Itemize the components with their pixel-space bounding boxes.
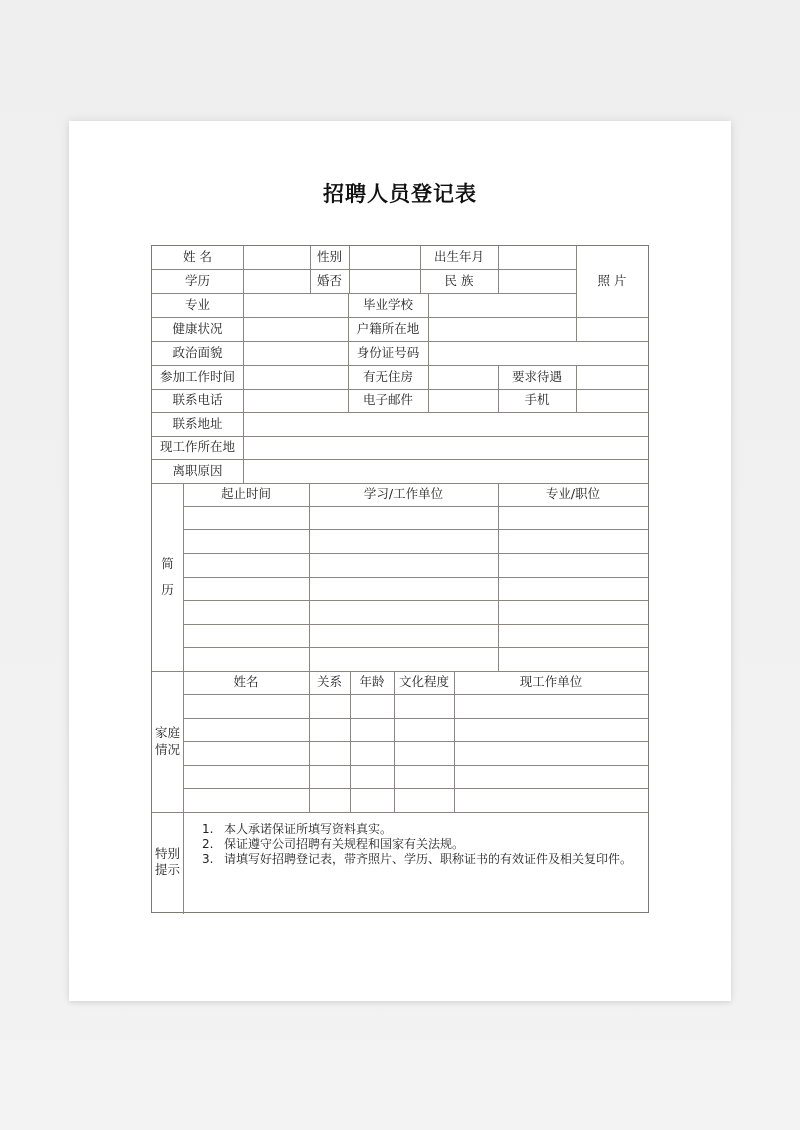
grid-line — [498, 483, 499, 671]
photo-label: 照 片 — [597, 273, 627, 289]
mobile-label: 手机 — [524, 392, 550, 408]
resume-header-period: 起止时间 — [220, 486, 271, 502]
hukou-label: 户籍所在地 — [356, 320, 420, 336]
note-text: 请填写好招聘登记表，带齐照片、学历、职称证书的有效证件及相关复印件。 — [224, 852, 633, 866]
note-text: 保证遵守公司招聘有关规程和国家有关法规。 — [224, 837, 465, 851]
ethnicity-label: 民 族 — [444, 272, 474, 288]
registration-form — [151, 245, 649, 913]
name-label: 姓 名 — [183, 249, 212, 265]
page-title: 招聘人员登记表 — [323, 181, 477, 206]
work-start-label: 参加工作时间 — [159, 368, 235, 384]
note-number: 2. — [202, 837, 214, 851]
major-label: 专业 — [184, 296, 210, 312]
phone-label: 联系电话 — [172, 392, 223, 408]
salary-req-label: 要求待遇 — [511, 368, 562, 384]
family-label-line: 家庭 — [154, 725, 180, 740]
resume-label-char: 历 — [161, 582, 174, 597]
note-number: 1. — [202, 822, 214, 836]
family-header-name: 姓名 — [233, 674, 259, 690]
notes-section-label — [152, 812, 183, 912]
address-label: 联系地址 — [172, 415, 223, 431]
grid-line — [349, 246, 350, 293]
housing-label: 有无住房 — [362, 368, 413, 384]
grid-line — [183, 694, 648, 695]
id-number-label: 身份证号码 — [356, 344, 420, 360]
note-item — [202, 852, 648, 867]
notes-label-line: 提示 — [154, 862, 180, 877]
notes-label-line: 特别 — [154, 845, 180, 861]
family-header-workplace: 现工作单位 — [519, 674, 583, 690]
school-label: 毕业学校 — [362, 296, 413, 312]
special-notes — [202, 822, 648, 867]
political-label: 政治面貌 — [172, 344, 223, 360]
current-work-label: 现工作所在地 — [159, 439, 235, 455]
email-label: 电子邮件 — [362, 392, 413, 408]
family-section-label — [152, 671, 183, 812]
grid-line — [498, 246, 499, 293]
grid-line — [183, 600, 648, 601]
grid-line — [576, 365, 577, 412]
grid-line — [152, 812, 648, 813]
grid-line — [183, 506, 648, 507]
grid-line — [183, 718, 648, 719]
family-header-education: 文化程度 — [398, 674, 449, 690]
family-header-age: 年龄 — [359, 674, 385, 690]
family-label-line: 情况 — [154, 741, 180, 757]
resume-header-position: 专业/职位 — [545, 486, 601, 502]
resume-section-label — [152, 483, 183, 671]
health-label: 健康状况 — [172, 320, 223, 336]
family-header-relation: 关系 — [316, 674, 342, 690]
grid-line — [183, 647, 648, 648]
grid-line — [183, 624, 648, 625]
marital-label: 婚否 — [316, 272, 342, 288]
grid-line — [183, 529, 648, 530]
birth-label: 出生年月 — [433, 249, 484, 265]
note-number: 3. — [202, 852, 214, 866]
leave-reason-label: 离职原因 — [172, 462, 223, 478]
grid-line — [183, 577, 648, 578]
note-item — [202, 822, 648, 837]
grid-line — [183, 741, 648, 742]
education-label: 学历 — [184, 272, 210, 288]
grid-line — [309, 483, 310, 671]
gender-label: 性别 — [316, 249, 342, 265]
resume-header-unit: 学习/工作单位 — [363, 486, 444, 502]
grid-line — [183, 553, 648, 554]
note-item — [202, 837, 648, 852]
grid-line — [183, 788, 648, 789]
grid-line — [183, 765, 648, 766]
note-text: 本人承诺保证所填写资料真实。 — [224, 822, 393, 836]
resume-label-char: 简 — [161, 555, 174, 571]
grid-line — [243, 246, 244, 483]
grid-line — [183, 483, 184, 914]
grid-line — [428, 293, 429, 412]
